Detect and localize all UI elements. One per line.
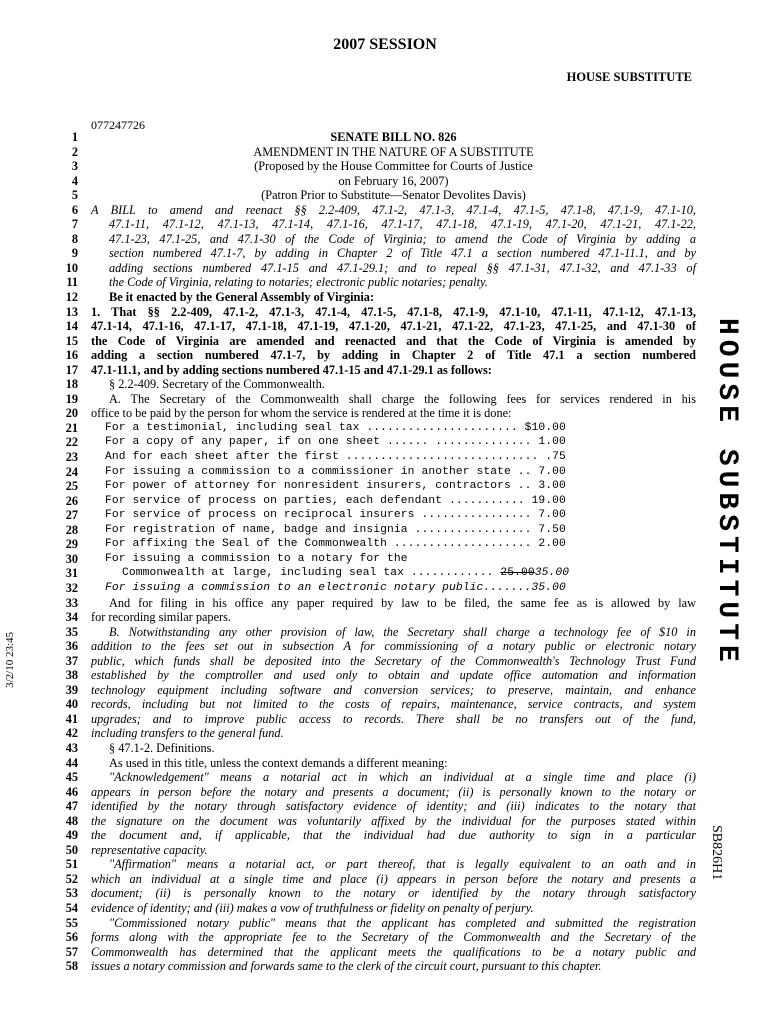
line-text: As used in this title, unless the context demands a different meaning: [109,755,448,770]
bill-line [60,581,696,596]
line-number: 14 [65,319,78,334]
bill-line [60,174,696,189]
bill-line [60,566,696,581]
line-text: 47.1-11, 47.1-12, 47.1-13, 47.1-14, 47.1-16, 47.1-17, 47.1-18, 47.1-19, 47.1-20, 47.1-21, 47.1-22, [109,217,696,232]
line-number: 48 [65,813,78,828]
line-text: § 47.1-2. Definitions. [109,740,215,755]
bill-line [60,668,696,683]
line-number: 2 [71,144,78,159]
struck-fee: 25.00 [500,567,535,580]
line-number: 1 [71,130,78,144]
line-number: 45 [65,770,78,785]
line-text: issues a notary commission and forwards same to the clerk of the circuit court, pursuant to this chapter. [91,959,602,974]
line-text: adding sections numbered 47.1-15 and 47.1-29.1; and to repeal §§ 47.1-31, 47.1-32, and 47.1-33 of [109,260,696,275]
line-number: 36 [65,639,78,654]
line-text: For registration of name, badge and insignia ................. 7.50 [105,523,566,536]
session-title: 2007 SESSION [333,36,437,53]
bill-line [60,130,696,145]
line-text: section numbered 47.1-7, by adding in Chapter 2 of Title 47.1 a section numbered 47.1-11.1, and by [109,246,696,261]
line-number: 35 [65,624,78,639]
line-number: 47 [65,799,78,814]
line-number: 27 [65,508,78,523]
line-text: For a testimonial, including seal tax ...................... $10.00 [105,421,566,434]
bill-line [60,843,696,858]
line-text: B. Notwithstanding any other provision of law, the Secretary shall charge a technology fee of $10 in [109,624,696,639]
line-number: 13 [65,304,78,319]
line-text: technology equipment including software and conversion services; to preserve, maintain, and enhance [91,682,696,697]
bill-line [60,450,696,465]
line-number: 42 [65,726,78,741]
line-text: upgrades; and to improve public access to records. There shall be no transfers out of the fund, [91,711,696,726]
bill-line [60,625,696,640]
line-number: 29 [65,537,78,552]
bill-line [60,159,696,174]
line-text: (Proposed by the House Committee for Courts of Justice [254,159,533,174]
bill-line [60,275,696,290]
bill-line [60,188,696,203]
line-number: 33 [65,595,78,610]
line-text: For power of attorney for nonresident insurers, contractors .. 3.00 [105,480,566,493]
line-text: appears in person before the notary and presents a document; (ii) is personally known to the notary or [91,784,696,799]
line-text: And for each sheet after the first ............................ .75 [105,451,566,464]
bill-line [60,857,696,872]
bill-line [60,261,696,276]
side-bill-code: SB826H1 [709,825,724,881]
bill-line [60,334,696,349]
line-text: For issuing a commission to a commissioner in another state .. 7.00 [105,465,566,478]
line-text: records, including but not limited to the costs of repairs, maintenance, service contracts, and system [91,697,696,712]
bill-line [60,479,696,494]
line-text: which an individual at a single time and place (i) appears in person before the notary and presents a [91,871,696,886]
bill-line [60,217,696,232]
line-text: "Commissioned notary public" means that the applicant has completed and submitted the registration [109,915,696,930]
line-text: A BILL to amend and reenact §§ 2.2-409, 47.1-2, 47.1-3, 47.1-4, 47.1-5, 47.1-8, 47.1-9, 47.1-10, [91,202,696,217]
line-number: 50 [65,842,78,857]
line-text [122,566,696,581]
bill-line [60,901,696,916]
bill-line [60,508,696,523]
bill-line [60,799,696,814]
bill-line [60,886,696,901]
fee-text: Commonwealth at large, including seal tax ............ [122,567,501,580]
line-number: 57 [65,944,78,959]
line-text: representative capacity. [91,842,208,857]
line-number: 51 [65,857,78,872]
line-number: 17 [65,362,78,377]
line-number: 25 [65,479,78,494]
line-number: 58 [65,959,78,974]
bill-line [60,203,696,218]
line-number: 20 [65,406,78,421]
bill-line [60,523,696,538]
line-text: document; (ii) is personally known to the notary or identified by the notary through satisfactory [91,886,696,901]
line-text: identified by the notary through satisfactory evidence of identity; and (iii) indicates to the notary that [91,799,696,814]
line-number: 52 [65,871,78,886]
line-number: 24 [65,464,78,479]
line-text: the signature on the document was voluntarily affixed by the individual for the purposes stated within [91,813,696,828]
line-text: (Patron Prior to Substitute—Senator Devolites Davis) [261,188,526,203]
line-number: 55 [65,915,78,930]
line-number: 21 [65,420,78,435]
bill-line [60,814,696,829]
line-number: 34 [65,610,78,625]
line-text: "Affirmation" means a notarial act, or part thereof, that is legally equivalent to an oath and in [109,857,696,872]
bill-line [60,392,696,407]
bill-line [60,537,696,552]
side-date-stamp: 3/2/10 23:45 [4,632,16,688]
line-number: 5 [71,188,78,203]
line-number: 19 [65,391,78,406]
line-text: § 2.2-409. Secretary of the Commonwealth. [109,377,325,392]
line-number: 30 [65,551,78,566]
bill-body [60,130,696,974]
line-text: including transfers to the general fund. [91,726,284,741]
line-number: 31 [65,566,78,581]
bill-line [60,726,696,741]
bill-line [60,290,696,305]
line-text: Be it enacted by the General Assembly of Virginia: [109,290,375,305]
bill-line [60,145,696,160]
line-number: 26 [65,493,78,508]
line-number: 40 [65,697,78,712]
bill-line [60,363,696,378]
line-text: 47.1-11.1, and by adding sections numbered 47.1-15 and 47.1-29.1 as follows: [91,362,492,377]
line-number: 28 [65,522,78,537]
bill-line [60,494,696,509]
line-text: public, which funds shall be deposited into the Secretary of the Commonwealth's Technology Trust Fund [91,653,696,668]
line-text: For service of process on parties, each defendant ........... 19.00 [105,494,566,507]
line-number: 11 [66,275,78,290]
line-number: 9 [71,246,78,261]
line-text: the Code of Virginia, relating to notaries; electronic public notaries; penalty. [109,275,488,290]
line-text: the Code of Virginia are amended and reenacted and that the Code of Virginia is amended by [91,333,696,348]
line-number: 18 [65,377,78,392]
bill-line [60,377,696,392]
line-text: office to be paid by the person for whom the service is rendered at the time it is done: [91,406,512,421]
line-number: 3 [71,159,78,174]
line-number: 7 [71,217,78,232]
bill-line [60,421,696,436]
line-number: 10 [65,260,78,275]
bill-line [60,930,696,945]
line-text: 47.1-14, 47.1-16, 47.1-17, 47.1-18, 47.1-19, 47.1-20, 47.1-21, 47.1-22, 47.1-23, 47.1-25, and 47.1-30 of [91,319,696,334]
bill-line [60,697,696,712]
line-number: 46 [65,784,78,799]
bill-line [60,596,696,611]
line-number: 15 [65,333,78,348]
bill-line [60,683,696,698]
line-number: 53 [65,886,78,901]
bill-line [60,959,696,974]
line-text: 1. That §§ 2.2-409, 47.1-2, 47.1-3, 47.1-4, 47.1-5, 47.1-8, 47.1-9, 47.1-10, 47.1-11, 47.1-12, 47.1-13, [91,304,696,319]
line-number: 54 [65,900,78,915]
document-id: 077247726 [91,118,145,132]
bill-line [60,828,696,843]
line-text: for recording similar papers. [91,610,231,625]
line-text: For service of process on reciprocal insurers ................ 7.00 [105,509,566,522]
house-substitute-header: HOUSE SUBSTITUTE [566,70,692,84]
line-text: SENATE BILL NO. 826 [330,130,457,144]
line-text: on February 16, 2007) [338,173,449,188]
bill-line [60,712,696,727]
bill-line [60,916,696,931]
line-number: 44 [65,755,78,770]
line-number: 39 [65,682,78,697]
line-number: 6 [71,202,78,217]
line-text: evidence of identity; and (iii) makes a vow of truthfulness or fidelity on penalty of perjury. [91,900,534,915]
line-number: 16 [65,348,78,363]
bill-line [60,305,696,320]
line-number: 4 [71,173,78,188]
bill-line [60,232,696,247]
line-number: 22 [65,435,78,450]
line-text: the document and, if applicable, that the individual had due authority to sign in a particular [91,828,696,843]
bill-line [60,770,696,785]
bill-line [60,610,696,625]
line-number: 41 [65,711,78,726]
bill-line [60,465,696,480]
line-number: 56 [65,930,78,945]
bill-line [60,348,696,363]
new-fee: 35.00 [534,567,570,580]
line-text: A. The Secretary of the Commonwealth shall charge the following fees for services rendered in his [109,391,696,406]
line-text: And for filing in his office any paper required by law to be filed, the same fee as is allowed by law [109,595,696,610]
bill-line [60,319,696,334]
line-text: adding a section numbered 47.1-7, by adding in Chapter 2 of Title 47.1 a section numbered [91,348,696,363]
line-text: For issuing a commission to an electronic notary public.......35.00 [105,581,566,594]
line-number: 43 [65,740,78,755]
line-text: 47.1-23, 47.1-25, and 47.1-30 of the Code of Virginia; to amend the Code of Virginia by adding a [109,231,696,246]
bill-line [60,654,696,669]
bill-line [60,741,696,756]
line-number: 38 [65,668,78,683]
line-number: 32 [65,580,78,595]
bill-line [60,756,696,771]
bill-line [60,406,696,421]
line-text: forms along with the appropriate fee to the Secretary of the Commonwealth and the Secretary of the [91,930,696,945]
line-text: "Acknowledgement" means a notarial act in which an individual at a single time and place (i) [109,770,696,785]
line-number: 8 [71,231,78,246]
bill-line [60,945,696,960]
bill-line [60,872,696,887]
line-text: AMENDMENT IN THE NATURE OF A SUBSTITUTE [253,144,534,159]
bill-line [60,246,696,261]
line-text: established by the comptroller and used only to obtain and update office automation and information [91,668,696,683]
line-number: 37 [65,653,78,668]
line-text: addition to the fees set out in subsection A for commissioning of a notary public or electronic notary [91,639,696,654]
bill-line [60,785,696,800]
line-number: 23 [65,450,78,465]
line-text: Commonwealth has determined that the applicant meets the qualifications to be a notary public and [91,944,696,959]
line-text: For issuing a commission to a notary for the [105,552,408,565]
bill-line [60,435,696,450]
bill-line [60,639,696,654]
line-text: For a copy of any paper, if on one sheet ...... .............. 1.00 [105,436,566,449]
line-number: 12 [65,290,78,305]
side-house-substitute: HOUSE SUBSTITUTE [711,318,742,667]
line-number: 49 [65,828,78,843]
line-text: For affixing the Seal of the Commonwealth .................... 2.00 [105,538,566,551]
bill-line [60,552,696,567]
